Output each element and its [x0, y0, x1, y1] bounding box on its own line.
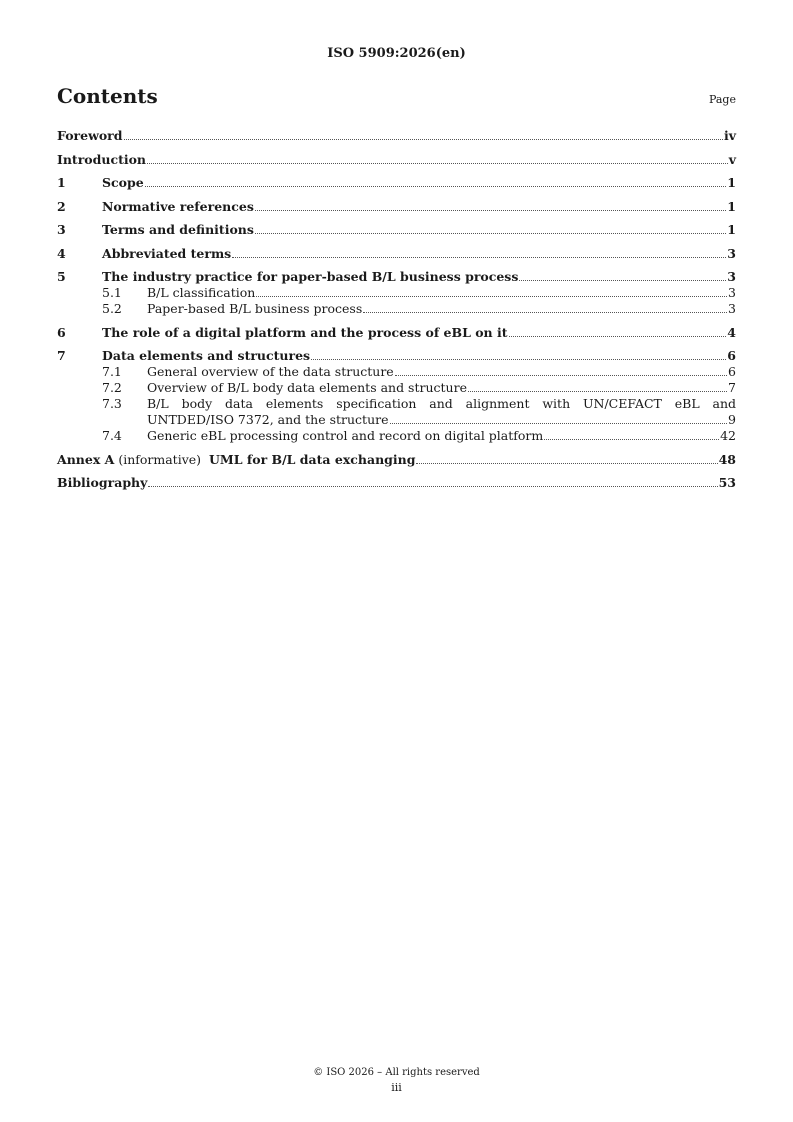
dot-leader: [416, 463, 717, 464]
toc-entry-title: Bibliography: [57, 475, 148, 490]
toc-entry-page: 3: [727, 245, 736, 261]
toc-entry-page: 4: [727, 324, 736, 340]
toc-entry-introduction[interactable]: [57, 152, 736, 168]
toc-entry-page: 3: [728, 301, 736, 316]
toc-entry-title: General overview of the data structure: [147, 364, 394, 379]
toc-entry-number: 2: [57, 198, 66, 214]
toc-entry-page: 48: [718, 451, 736, 467]
toc-entry-bl-classification[interactable]: [57, 285, 736, 301]
toc-entry-title: Foreword: [57, 128, 123, 143]
toc-entry-title-line-2: UNTDED/ISO 7372, and the structure: [147, 412, 389, 427]
toc-entry-title-line-2-row: [147, 412, 736, 428]
dot-leader: [395, 375, 727, 376]
toc-entry-page: iv: [723, 128, 736, 143]
toc-entry-foreword[interactable]: [57, 128, 736, 144]
toc-entry-title: Paper-based B/L business process: [147, 301, 363, 316]
dot-leader: [311, 359, 726, 360]
toc-entry-wrapped-title: [147, 396, 736, 428]
toc-entry-title: Terms and definitions: [102, 222, 254, 237]
toc-entry-title-line-1: B/L body data elements specification and alignment with UN/CEFACT eBL and: [147, 396, 736, 411]
toc-entry-number: 5.2: [102, 301, 122, 316]
page-column-label: Page: [708, 93, 736, 106]
toc-entry-number: 3: [57, 222, 66, 237]
toc-entry-abbreviated-terms[interactable]: [57, 246, 736, 262]
toc-entry-page: 1: [727, 198, 736, 214]
toc-entry-number: 6: [57, 324, 66, 340]
toc-entry-bl-body-specification[interactable]: [57, 396, 736, 428]
toc-entry-title: B/L classification: [147, 285, 256, 300]
dot-leader: [363, 312, 727, 313]
toc-entry-page: v: [728, 151, 736, 167]
page-footer: [0, 1067, 793, 1094]
toc-entry-number: 4: [57, 245, 66, 261]
table-of-contents: [57, 128, 736, 491]
toc-entry-title: The role of a digital platform and the process of eBL on it: [102, 324, 508, 340]
toc-entry-title: Generic eBL processing control and record on digital platform: [147, 428, 544, 443]
toc-entry-industry-practice[interactable]: [57, 269, 736, 285]
toc-entry-page: 42: [720, 428, 736, 443]
toc-entry-title: Abbreviated terms: [102, 245, 232, 261]
document-id-header: ISO 5909:2026(en): [327, 46, 466, 61]
toc-entry-title: Introduction: [57, 151, 147, 167]
toc-entry-number: 7.1: [102, 364, 122, 379]
toc-entry-terms-and-definitions[interactable]: [57, 222, 736, 238]
dot-leader: [145, 186, 727, 187]
dot-leader: [519, 280, 726, 281]
dot-leader: [147, 163, 728, 164]
toc-entry-title: Overview of B/L body data elements and structure: [147, 380, 467, 395]
dot-leader: [148, 486, 717, 487]
toc-entry-generic-ebl-processing[interactable]: [57, 428, 736, 444]
toc-entry-normative-references[interactable]: [57, 199, 736, 215]
toc-entry-data-elements[interactable]: [57, 348, 736, 364]
dot-leader: [232, 257, 726, 258]
toc-entry-page: 9: [728, 412, 736, 427]
toc-entry-bibliography[interactable]: [57, 475, 736, 491]
contents-title: Contents: [57, 84, 158, 108]
annex-informative-label: (informative): [118, 451, 202, 467]
toc-entry-title: Scope: [102, 175, 144, 190]
toc-entry-paper-based-process[interactable]: [57, 301, 736, 317]
toc-entry-bl-body-overview[interactable]: [57, 380, 736, 396]
toc-entry-number: 7.3: [102, 396, 122, 411]
toc-entry-number: 5: [57, 269, 66, 284]
annex-label: Annex A: [57, 451, 115, 467]
dot-leader: [124, 139, 723, 140]
toc-entry-number: 1: [57, 175, 66, 190]
dot-leader: [255, 210, 726, 211]
toc-entry-page: 7: [728, 380, 736, 395]
toc-entry-page: 1: [727, 175, 736, 190]
dot-leader: [468, 391, 727, 392]
toc-entry-page: 6: [727, 348, 736, 363]
dot-leader: [390, 423, 728, 424]
dot-leader: [509, 336, 727, 337]
toc-entry-page: 3: [728, 285, 736, 300]
toc-entry-page: 6: [728, 364, 736, 379]
toc-entry-page: 3: [727, 269, 736, 284]
toc-entry-general-overview[interactable]: [57, 364, 736, 380]
copyright-notice: © ISO 2026 – All rights reserved: [313, 1067, 480, 1078]
toc-entry-title: Normative references: [102, 198, 254, 214]
toc-entry-title: Data elements and structures: [102, 348, 311, 363]
toc-entry-number: 7: [57, 348, 66, 363]
dot-leader: [256, 296, 727, 297]
toc-entry-page: 53: [718, 475, 736, 490]
toc-entry-title: UML for B/L data exchanging: [209, 451, 416, 467]
toc-entry-digital-platform-role[interactable]: [57, 325, 736, 341]
toc-entry-annex-a[interactable]: [57, 452, 736, 468]
toc-entry-page: 1: [727, 222, 736, 237]
page-number: iii: [391, 1081, 402, 1094]
toc-entry-number: 7.4: [102, 428, 122, 443]
toc-entry-number: 5.1: [102, 285, 122, 300]
toc-entry-title: The industry practice for paper-based B/L business process: [102, 269, 519, 284]
toc-entry-number: 7.2: [102, 380, 122, 395]
dot-leader: [544, 439, 719, 440]
toc-entry-scope[interactable]: [57, 175, 736, 191]
contents-heading-row: [57, 84, 736, 108]
dot-leader: [255, 233, 726, 234]
